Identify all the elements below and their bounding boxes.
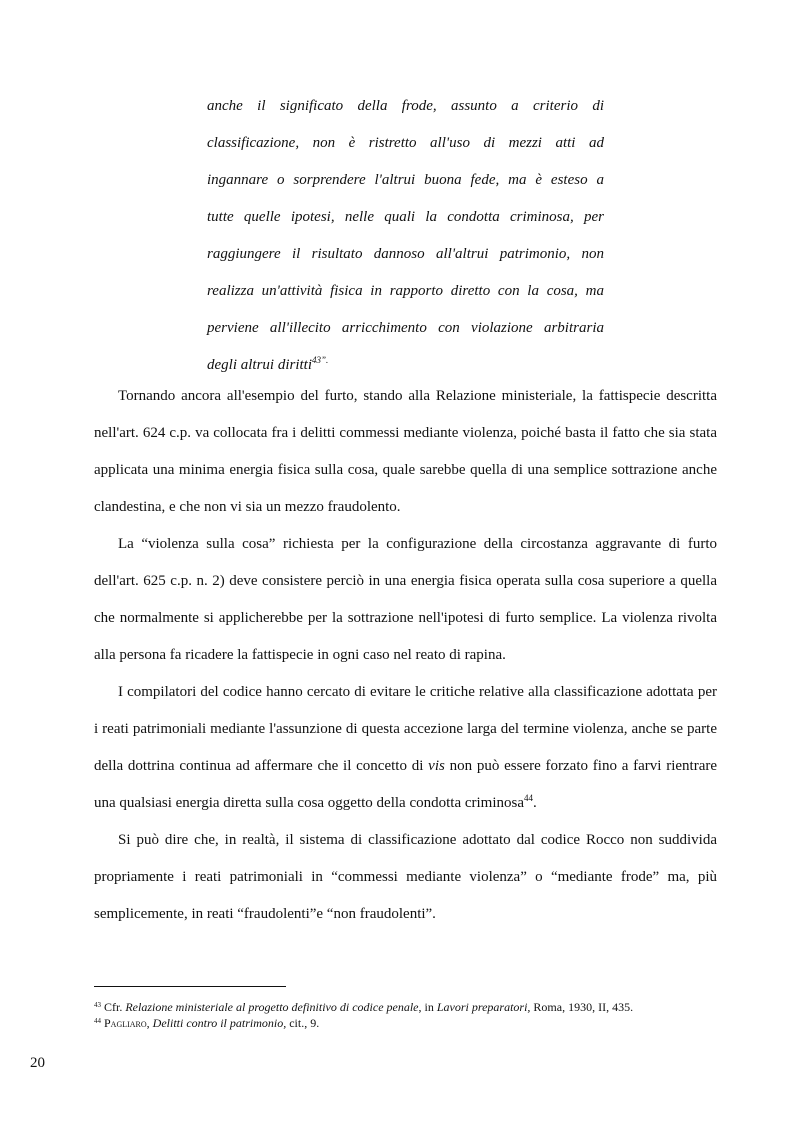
footnote-title: Delitti contro il patrimonio,: [152, 1016, 287, 1030]
quote-line: tutte quelle ipotesi, nelle quali la condotta criminosa, per: [207, 209, 604, 225]
paragraph-3: [94, 674, 717, 822]
quote-last-line-text: degli altrui diritti: [207, 357, 313, 373]
quote-line: classificazione, non è ristretto all'uso di mezzi atti ad: [207, 135, 604, 151]
footnote-work: Lavori preparatori,: [436, 1000, 531, 1014]
quote-line: realizza un'attività fisica in rapporto diretto con la cosa, ma: [207, 283, 604, 299]
footnote-number: 43: [94, 1001, 101, 1009]
footnote-middle: , in: [418, 1000, 437, 1014]
paragraph-1: Tornando ancora all'esempio del furto, stando alla Relazione ministeriale, la fattispecie descritta nell'art. 624 c.p. va collocata fra i delitti commessi mediante violenza, poiché basta il fatto che sia stata applicata una minima energia fisica sulla cosa, quale sarebbe quella di una semplice sottrazione anche clandestina, e che non vi sia un mezzo fraudolento.: [94, 388, 717, 515]
paragraph-2: La “violenza sulla cosa” richiesta per la configurazione della circostanza aggravante di furto dell'art. 625 c.p. n. 2) deve consistere perciò in una energia fisica operata sulla cosa superiore a quella che normalmente si applicherebbe per la sottrazione nell'ipotesi di furto semplice. La violenza rivolta alla persona fa ricadere la fattispecie in ogni caso nel reato di rapina.: [94, 536, 717, 663]
body-text: [94, 378, 717, 933]
footnote-ref-43[interactable]: 43: [312, 355, 322, 365]
paragraph-3-text: I compilatori del codice hanno cercato di evitare le critiche relative alla classificazione adottata per i reati patrimoniali mediante l'assunzione di questa accezione larga del termine violenza, anche se parte della dottrina continua ad affermare che il concetto di: [94, 684, 717, 774]
paragraph-3-end: .: [533, 795, 537, 811]
page-number: 20: [30, 1055, 45, 1071]
paragraph-4: Si può dire che, in realtà, il sistema di classificazione adottato dal codice Rocco non suddivida propriamente i reati patrimoniali in “commessi mediante violenza” o “mediante frode” ma, più semplicemente, in reati “fraudolenti”e “non fraudolenti”.: [94, 832, 717, 922]
paragraph-3-text-cont: non può essere forzato fino a farvi rientrare una qualsiasi energia diretta sulla cosa oggetto della condotta criminosa: [94, 758, 718, 811]
footnote-ref-44[interactable]: 44: [524, 793, 534, 803]
footnote-44: [94, 1015, 734, 1031]
footnote-title: Relazione ministeriale al progetto definitivo di codice penale: [125, 1000, 419, 1014]
quote-closing-mark: ”.: [321, 355, 329, 365]
footnote-separator: [94, 986, 286, 987]
block-quote: [207, 88, 604, 384]
quote-line: anche il significato della frode, assunto a criterio di: [207, 98, 604, 114]
footnote-sep: ,: [146, 1016, 153, 1030]
footnote-43: [94, 999, 734, 1015]
footnotes: [94, 999, 734, 1031]
quote-line: raggiungere il risultato dannoso all'altrui patrimonio, non: [207, 246, 604, 262]
quote-line: ingannare o sorprendere l'altrui buona fede, ma è esteso a: [207, 172, 604, 188]
latin-term-vis: vis: [428, 758, 445, 774]
footnote-number: 44: [94, 1017, 101, 1025]
footnote-rest: cit., 9.: [286, 1016, 320, 1030]
footnote-rest: Roma, 1930, II, 435.: [530, 1000, 634, 1014]
quote-line: perviene all'illecito arricchimento con violazione arbitraria: [207, 320, 604, 336]
footnote-author: Pagliaro: [104, 1016, 147, 1030]
footnote-prefix: Cfr.: [101, 1000, 126, 1014]
